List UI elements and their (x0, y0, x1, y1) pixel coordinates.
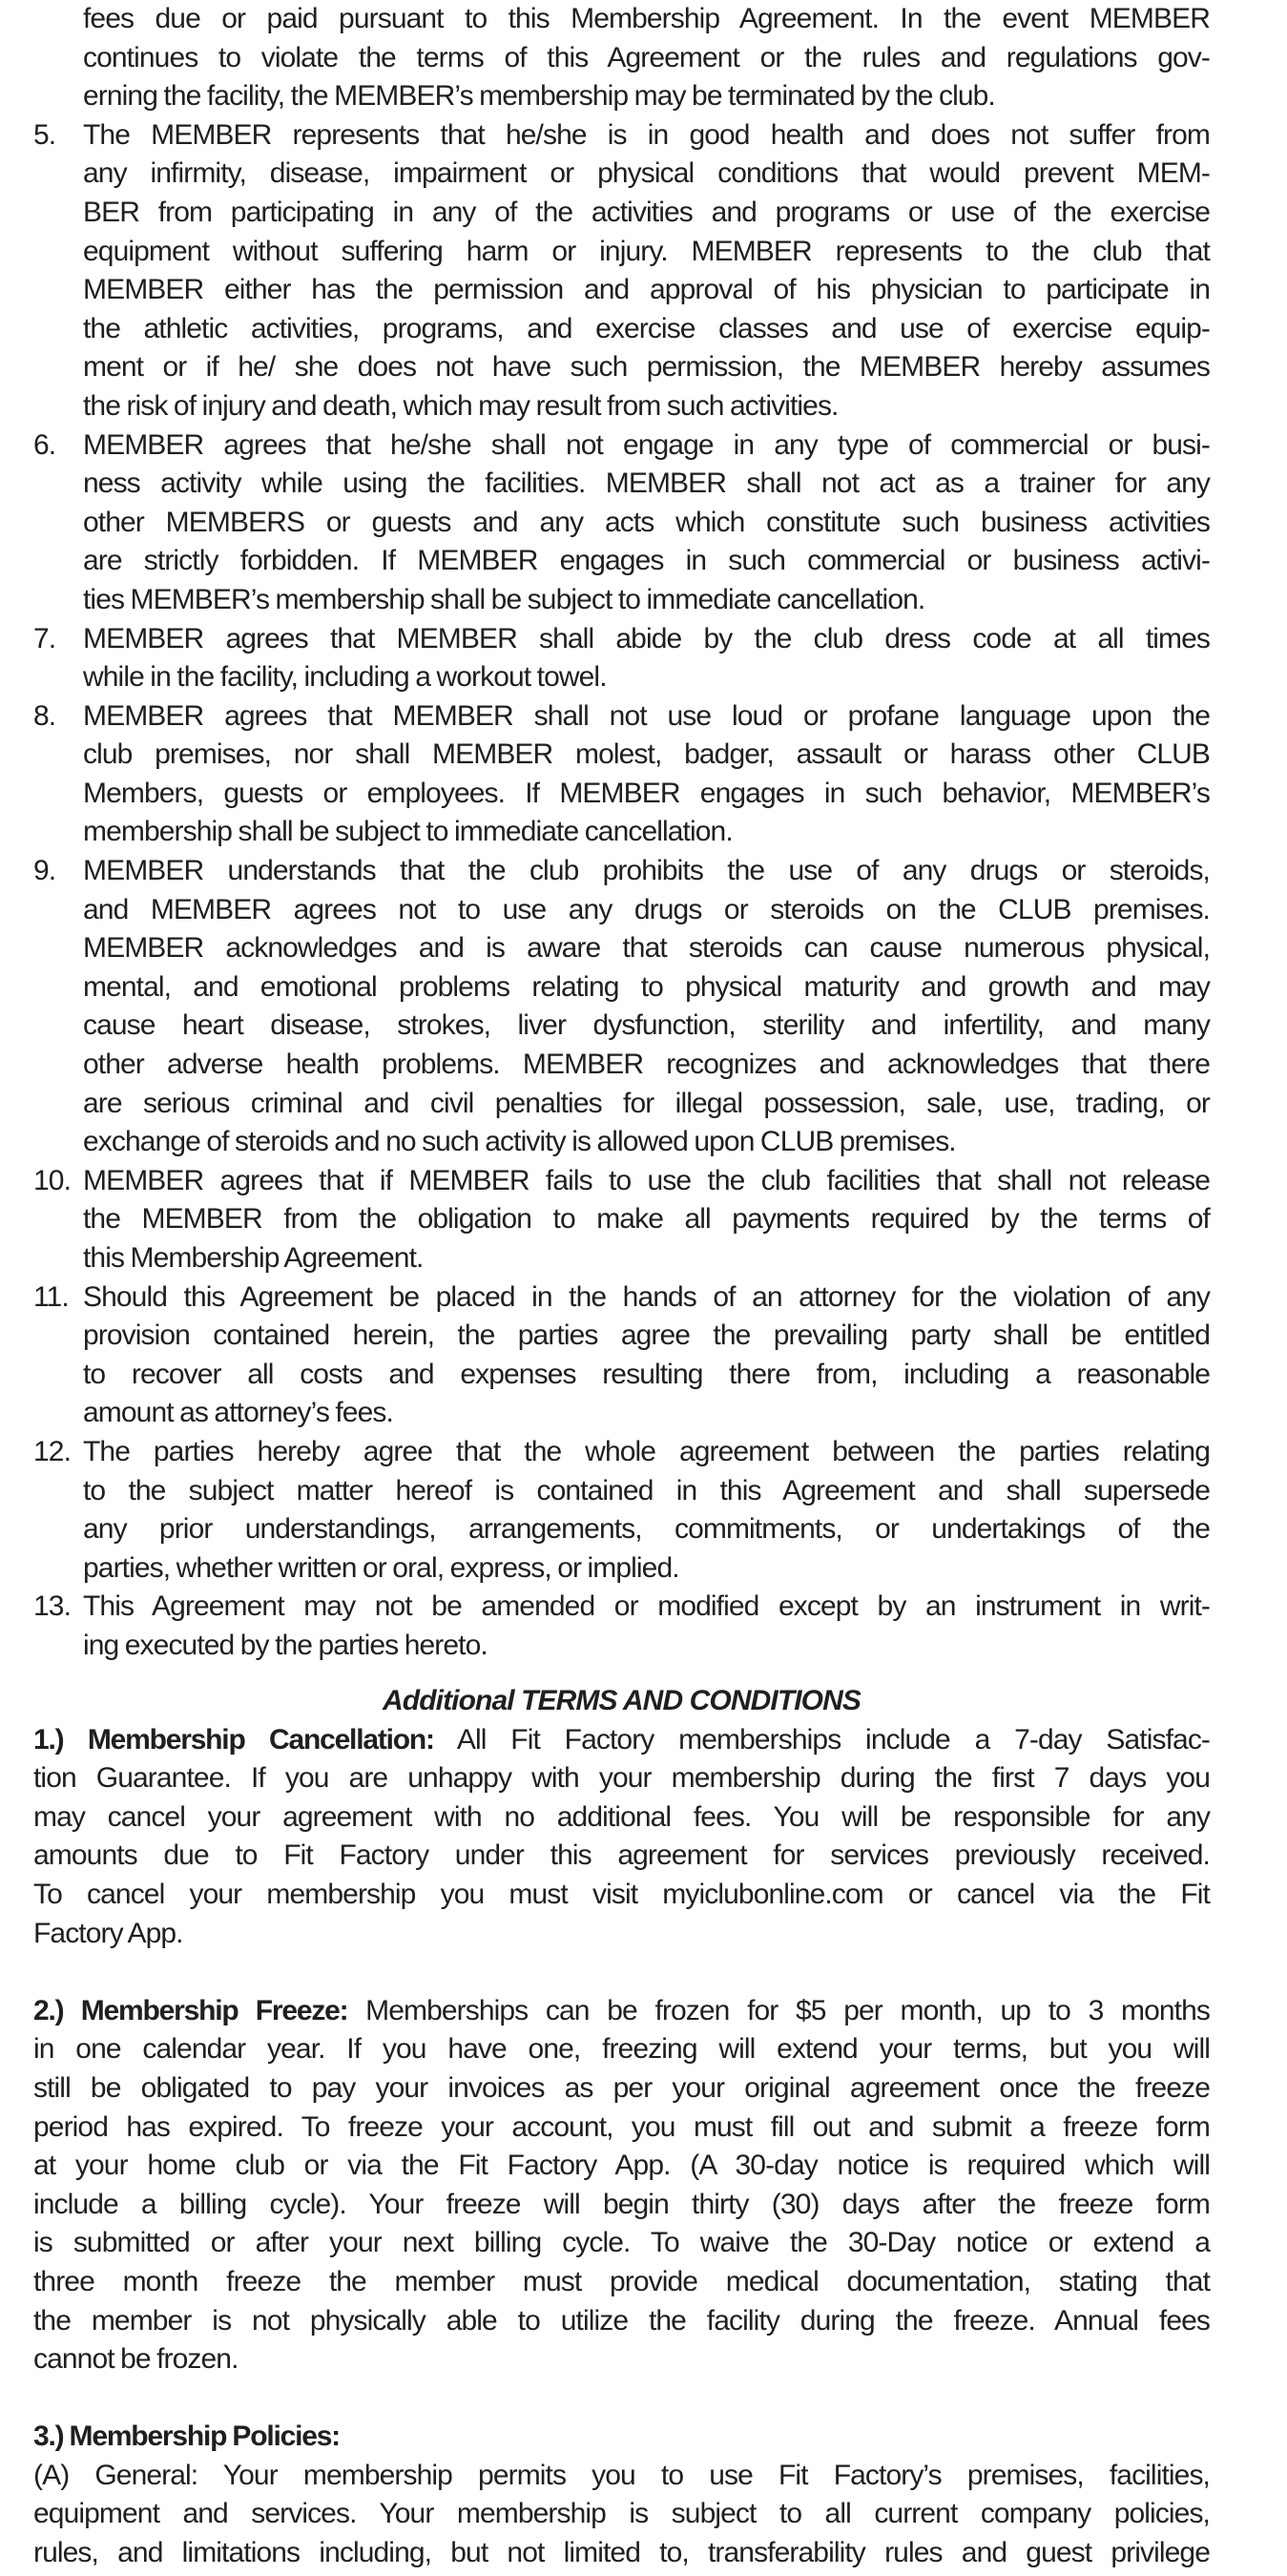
text-line: the athletic activities, programs, and exercise classes and use of exercise equip- (83, 312, 1210, 344)
text-line: ment or if he/ she does not have such permission, the MEMBER hereby assumes (83, 351, 1210, 384)
term-number: 11. (33, 1280, 69, 1313)
text-line: MEMBER agrees that he/she shall not engage in any type of commercial or busi- (83, 428, 1210, 461)
text-line: rules, and limitations including, but not limited to, transferability rules and guest privilege (33, 2537, 1210, 2569)
term-item (33, 1162, 1210, 1278)
text-line: three month freeze the member must provide medical documentation, stating that (33, 2265, 1210, 2297)
term-number: 7. (33, 622, 56, 654)
paragraph-spacer (33, 2379, 1210, 2419)
term-item (33, 1278, 1210, 1433)
section-title: 2.) Membership Freeze: (33, 1994, 348, 2026)
text-line: the risk of injury and death, which may result from such activities. (83, 389, 839, 422)
term-item (33, 1588, 1210, 1665)
text-line: club premises, nor shall MEMBER molest, badger, assault or harass other CLUB (83, 738, 1210, 771)
text-line: MEMBER understands that the club prohibits the use of any drugs or steroids, (83, 855, 1210, 887)
term-number: 10. (33, 1164, 72, 1196)
text-line: amounts due to Fit Factory under this agreement for services previously received. (33, 1839, 1210, 1872)
text-line: and MEMBER agrees not to use any drugs or steroids on the CLUB premises. (83, 893, 1210, 925)
numbered-terms (33, 0, 1210, 1666)
term-body (83, 1433, 1210, 1588)
text-line: To cancel your membership you must visit myiclubonline.com or cancel via the Fit (33, 1878, 1210, 1910)
section-text: Memberships can be frozen for $5 per month, up to 3 months (365, 1994, 1210, 2026)
text-line: still be obligated to pay your invoices as per your original agreement once the freeze (33, 2071, 1210, 2104)
term-number: 6. (33, 428, 56, 461)
text-line: the MEMBER from the obligation to make all payments required by the terms of (83, 1203, 1210, 1236)
section-first-line (33, 1992, 1210, 2031)
text-line: any infirmity, disease, impairment or physical conditions that would prevent MEM- (83, 157, 1210, 190)
paragraph-spacer (33, 1953, 1210, 1992)
term-body (83, 426, 1210, 620)
text-line: parties, whether written or oral, express, or implied. (83, 1551, 679, 1584)
text-line: cause heart disease, strokes, liver dysfunction, sterility and infertility, and many (83, 1009, 1210, 1042)
text-line: tion Guarantee. If you are unhappy with your membership during the first 7 days you (33, 1762, 1210, 1795)
additional-terms-heading: Additional TERMS AND CONDITIONS (383, 1685, 861, 1716)
text-line: The parties hereby agree that the whole agreement between the parties relating (83, 1435, 1210, 1467)
text-line: Should this Agreement be placed in the hands of an attorney for the violation of any (83, 1280, 1210, 1313)
term-item (33, 426, 1210, 620)
additional-section (33, 2379, 1210, 2573)
text-line: at your home club or via the Fit Factory App. (A 30-day notice is required which will (33, 2150, 1210, 2182)
text-line: equipment without suffering harm or injury. MEMBER represents to the club that (83, 235, 1210, 267)
term-number: 9. (33, 855, 56, 887)
text-line: This Agreement may not be amended or modified except by an instrument in writ- (83, 1590, 1210, 1623)
section-title: 1.) Membership Cancellation: (33, 1723, 434, 1755)
text-line: equipment and services. Your membership is subject to all current company policies, (33, 2498, 1210, 2530)
text-line: may cancel your agreement with no additional fees. You will be responsible for any (33, 1800, 1210, 1833)
section-first-line (33, 1721, 1210, 1760)
text-line: while in the facility, including a workout towel. (83, 661, 607, 694)
text-line: exchange of steroids and no such activity is allowed upon CLUB premises. (83, 1126, 956, 1158)
text-line: any prior understandings, arrangements, commitments, or undertakings of the (83, 1513, 1210, 1546)
term-number: 5. (33, 118, 56, 151)
text-line: include a billing cycle). Your freeze will begin thirty (30) days after the freeze form (33, 2188, 1210, 2220)
text-line: provision contained herein, the parties agree the prevailing party shall be entitled (83, 1319, 1210, 1352)
text-line: MEMBER agrees that MEMBER shall not use loud or profane language upon the (83, 699, 1210, 732)
text-line: in one calendar year. If you have one, freezing will extend your terms, but you will (33, 2033, 1210, 2066)
text-line: to recover all costs and expenses resulting there from, including a reasonable (83, 1358, 1210, 1390)
text-line: ing executed by the parties hereto. (83, 1629, 488, 1661)
term-item (33, 1433, 1210, 1588)
text-line: mental, and emotional problems relating to physical maturity and growth and may (83, 970, 1210, 1003)
term-body (83, 697, 1210, 852)
text-line: MEMBER agrees that MEMBER shall abide by the club dress code at all times (83, 622, 1210, 654)
text-line: the member is not physically able to utilize the facility during the freeze. Annual fees (33, 2304, 1210, 2337)
additional-section (33, 1953, 1210, 2379)
text-line: other MEMBERS or guests and any acts which constitute such business activities (83, 506, 1210, 538)
term-body (83, 1588, 1210, 1665)
text-line: The MEMBER represents that he/she is in good health and does not suffer from (83, 118, 1210, 151)
text-line: MEMBER either has the permission and approval of his physician to participate in (83, 274, 1210, 306)
term-number: 12. (33, 1435, 72, 1467)
text-line: are serious criminal and civil penalties for illegal possession, sale, use, trading, or (83, 1087, 1210, 1119)
term-item (33, 620, 1210, 697)
text-line: are strictly forbidden. If MEMBER engages in such commercial or business activi- (83, 545, 1210, 577)
term-body (83, 620, 1210, 697)
text-line: continues to violate the terms of this Agreement or the rules and regulations gov- (83, 41, 1210, 73)
term-body (83, 1278, 1210, 1433)
text-line: MEMBER agrees that if MEMBER fails to use the club facilities that shall not release (83, 1164, 1210, 1196)
text-line: Factory App. (33, 1917, 183, 1949)
section-title: 3.) Membership Policies: (33, 2420, 340, 2453)
term-body (83, 116, 1210, 426)
text-line: erning the facility, the MEMBER’s membership may be terminated by the club. (83, 80, 995, 113)
text-line: Members, guests or employees. If MEMBER engages in such behavior, MEMBER’s (83, 777, 1210, 809)
term-item (33, 697, 1210, 852)
term-body (83, 1162, 1210, 1278)
text-line: (A) General: Your membership permits you to use Fit Factory’s premises, facilities, (33, 2459, 1210, 2491)
text-line: ties MEMBER’s membership shall be subject to immediate cancellation. (83, 583, 925, 615)
text-line: ness activity while using the facilities. MEMBER shall not act as a trainer for any (83, 467, 1210, 500)
additional-terms (33, 1682, 1210, 2573)
term-number: 8. (33, 699, 56, 732)
item-4-continuation (83, 0, 1210, 116)
term-body (83, 852, 1210, 1162)
term-item (33, 852, 1210, 1162)
text-line: other adverse health problems. MEMBER recognizes and acknowledges that there (83, 1049, 1210, 1081)
text-line: this Membership Agreement. (83, 1242, 424, 1274)
text-line: fees due or paid pursuant to this Membership Agreement. In the event MEMBER (83, 3, 1210, 34)
term-number: 13. (33, 1590, 72, 1623)
section-first-line (33, 2418, 1210, 2457)
additional-sections (33, 1721, 1210, 2573)
text-line: period has expired. To freeze your account, you must fill out and submit a freeze form (33, 2110, 1210, 2143)
text-line: to the subject matter hereof is contained in this Agreement and shall supersede (83, 1474, 1210, 1506)
text-line: is submitted or after your next billing cycle. To waive the 30-Day notice or extend a (33, 2227, 1210, 2259)
text-line: membership shall be subject to immediate cancellation. (83, 816, 733, 848)
text-line: cannot be frozen. (33, 2343, 239, 2376)
section-text: All Fit Factory memberships include a 7-day Satisfac- (456, 1723, 1211, 1755)
term-item (33, 116, 1210, 426)
terms-list (33, 116, 1210, 1666)
additional-section (33, 1721, 1210, 1954)
text-line: amount as attorney’s fees. (83, 1397, 393, 1429)
text-line: MEMBER acknowledges and is aware that steroids can cause numerous physical, (83, 932, 1210, 965)
text-line: BER from participating in any of the activities and programs or use of the exercise (83, 196, 1210, 228)
